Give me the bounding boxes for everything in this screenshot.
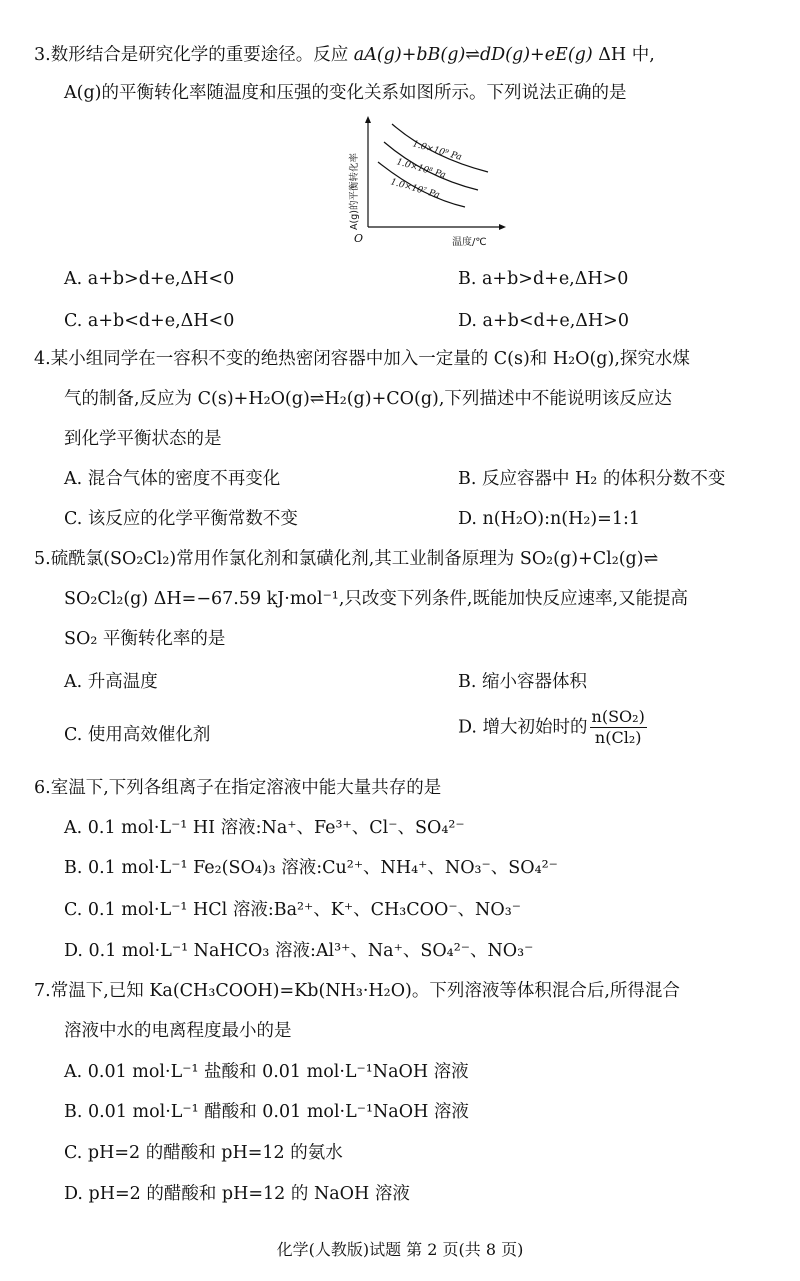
q7-option-b: B. 0.01 mol·L⁻¹ 醋酸和 0.01 mol·L⁻¹NaOH 溶液	[64, 1102, 469, 1122]
q3-option-a: A. a+b>d+e,ΔH<0	[64, 269, 235, 289]
q4-line1	[34, 346, 690, 372]
q6-option-c: C. 0.1 mol·L⁻¹ HCl 溶液:Ba²⁺、K⁺、CH₃COO⁻、NO₃⁻	[64, 900, 521, 920]
q5-line1-text: 硫酰氯(SO₂Cl₂)常用作氯化剂和氯磺化剂,其工业制备原理为 SO₂(g)+Cl₂(g)⇌	[50, 549, 659, 569]
q6-option-b: B. 0.1 mol·L⁻¹ Fe₂(SO₄)₃ 溶液:Cu²⁺、NH₄⁺、NO₃⁻、SO₄²⁻	[64, 858, 558, 878]
q3-equation: aA(g)+bB(g)⇌dD(g)+eE(g)	[353, 45, 593, 65]
q7-line1	[34, 978, 680, 1004]
curve-label-1e8: 1.0×10⁸ Pa	[395, 157, 447, 181]
y-axis-arrow-icon	[365, 116, 371, 123]
q5-line1	[34, 546, 658, 572]
q5-line2: SO₂Cl₂(g) ΔH=−67.59 kJ·mol⁻¹,只改变下列条件,既能加快反应速率,又能提高	[64, 589, 689, 609]
q5-number: 5.	[34, 549, 51, 569]
fraction-denominator: n(Cl₂)	[594, 728, 642, 747]
q3-option-d: D. a+b<d+e,ΔH>0	[458, 311, 629, 331]
q5-option-a: A. 升高温度	[64, 672, 158, 692]
q4-line3: 到化学平衡状态的是	[64, 429, 222, 449]
q4-line1-text: 某小组同学在一容积不变的绝热密闭容器中加入一定量的 C(s)和 H₂O(g),探究水煤	[50, 349, 690, 369]
q4-option-d: D. n(H₂O):n(H₂)=1:1	[458, 509, 641, 529]
q3-option-b: B. a+b>d+e,ΔH>0	[458, 269, 629, 289]
curve-label-1e7: 1.0×10⁷ Pa	[389, 177, 441, 201]
q5-option-c: C. 使用高效催化剂	[64, 725, 211, 745]
q7-option-a: A. 0.01 mol·L⁻¹ 盐酸和 0.01 mol·L⁻¹NaOH 溶液	[64, 1062, 469, 1082]
q3-number: 3.	[34, 45, 51, 65]
x-axis-arrow-icon	[499, 224, 506, 230]
q6-line1	[34, 775, 441, 801]
q6-option-a: A. 0.1 mol·L⁻¹ HI 溶液:Na⁺、Fe³⁺、Cl⁻、SO₄²⁻	[64, 818, 465, 838]
graph-origin: O	[354, 232, 364, 245]
q4-option-a: A. 混合气体的密度不再变化	[64, 469, 281, 489]
q4-number: 4.	[34, 349, 51, 369]
q5-option-b: B. 缩小容器体积	[458, 672, 587, 692]
conversion-graph	[340, 112, 510, 252]
q7-number: 7.	[34, 981, 51, 1001]
q4-line2: 气的制备,反应为 C(s)+H₂O(g)⇌H₂(g)+CO(g),下列描述中不能说明该反应达	[64, 389, 672, 409]
q6-number: 6.	[34, 778, 51, 798]
q6-option-d: D. 0.1 mol·L⁻¹ NaHCO₃ 溶液:Al³⁺、Na⁺、SO₄²⁻、NO₃⁻	[64, 941, 534, 961]
graph-ylabel: A(g)的平衡转化率	[349, 153, 360, 230]
page-footer: 化学(人教版)试题 第 2 页(共 8 页)	[276, 1240, 524, 1259]
fraction-numerator: n(SO₂)	[591, 707, 645, 726]
q7-line2: 溶液中水的电离程度最小的是	[64, 1021, 292, 1041]
q5-option-d	[458, 707, 647, 748]
q3-line1-post: ΔH 中,	[592, 45, 655, 65]
q5-line3: SO₂ 平衡转化率的是	[64, 629, 226, 649]
q3-line2: A(g)的平衡转化率随温度和压强的变化关系如图所示。下列说法正确的是	[64, 83, 627, 103]
q7-option-d: D. pH=2 的醋酸和 pH=12 的 NaOH 溶液	[64, 1184, 410, 1204]
q7-option-c: C. pH=2 的醋酸和 pH=12 的氨水	[64, 1143, 343, 1163]
q7-line1-text: 常温下,已知 Ka(CH₃COOH)=Kb(NH₃·H₂O)。下列溶液等体积混合后,所得混合	[50, 981, 680, 1001]
q4-option-b: B. 反应容器中 H₂ 的体积分数不变	[458, 469, 726, 489]
graph-xlabel: 温度/℃	[452, 237, 487, 248]
q6-line1-text: 室温下,下列各组离子在指定溶液中能大量共存的是	[50, 778, 442, 798]
q5-option-d-fraction	[590, 707, 647, 748]
q4-option-c: C. 该反应的化学平衡常数不变	[64, 509, 298, 529]
curve-label-1e9: 1.0×10⁹ Pa	[411, 139, 463, 163]
q3-line1-text: 数形结合是研究化学的重要途径。反应	[50, 45, 354, 65]
q5-option-d-label: D. 增大初始时的	[458, 717, 588, 738]
q3-option-c: C. a+b<d+e,ΔH<0	[64, 311, 235, 331]
q3-line1	[34, 42, 655, 68]
